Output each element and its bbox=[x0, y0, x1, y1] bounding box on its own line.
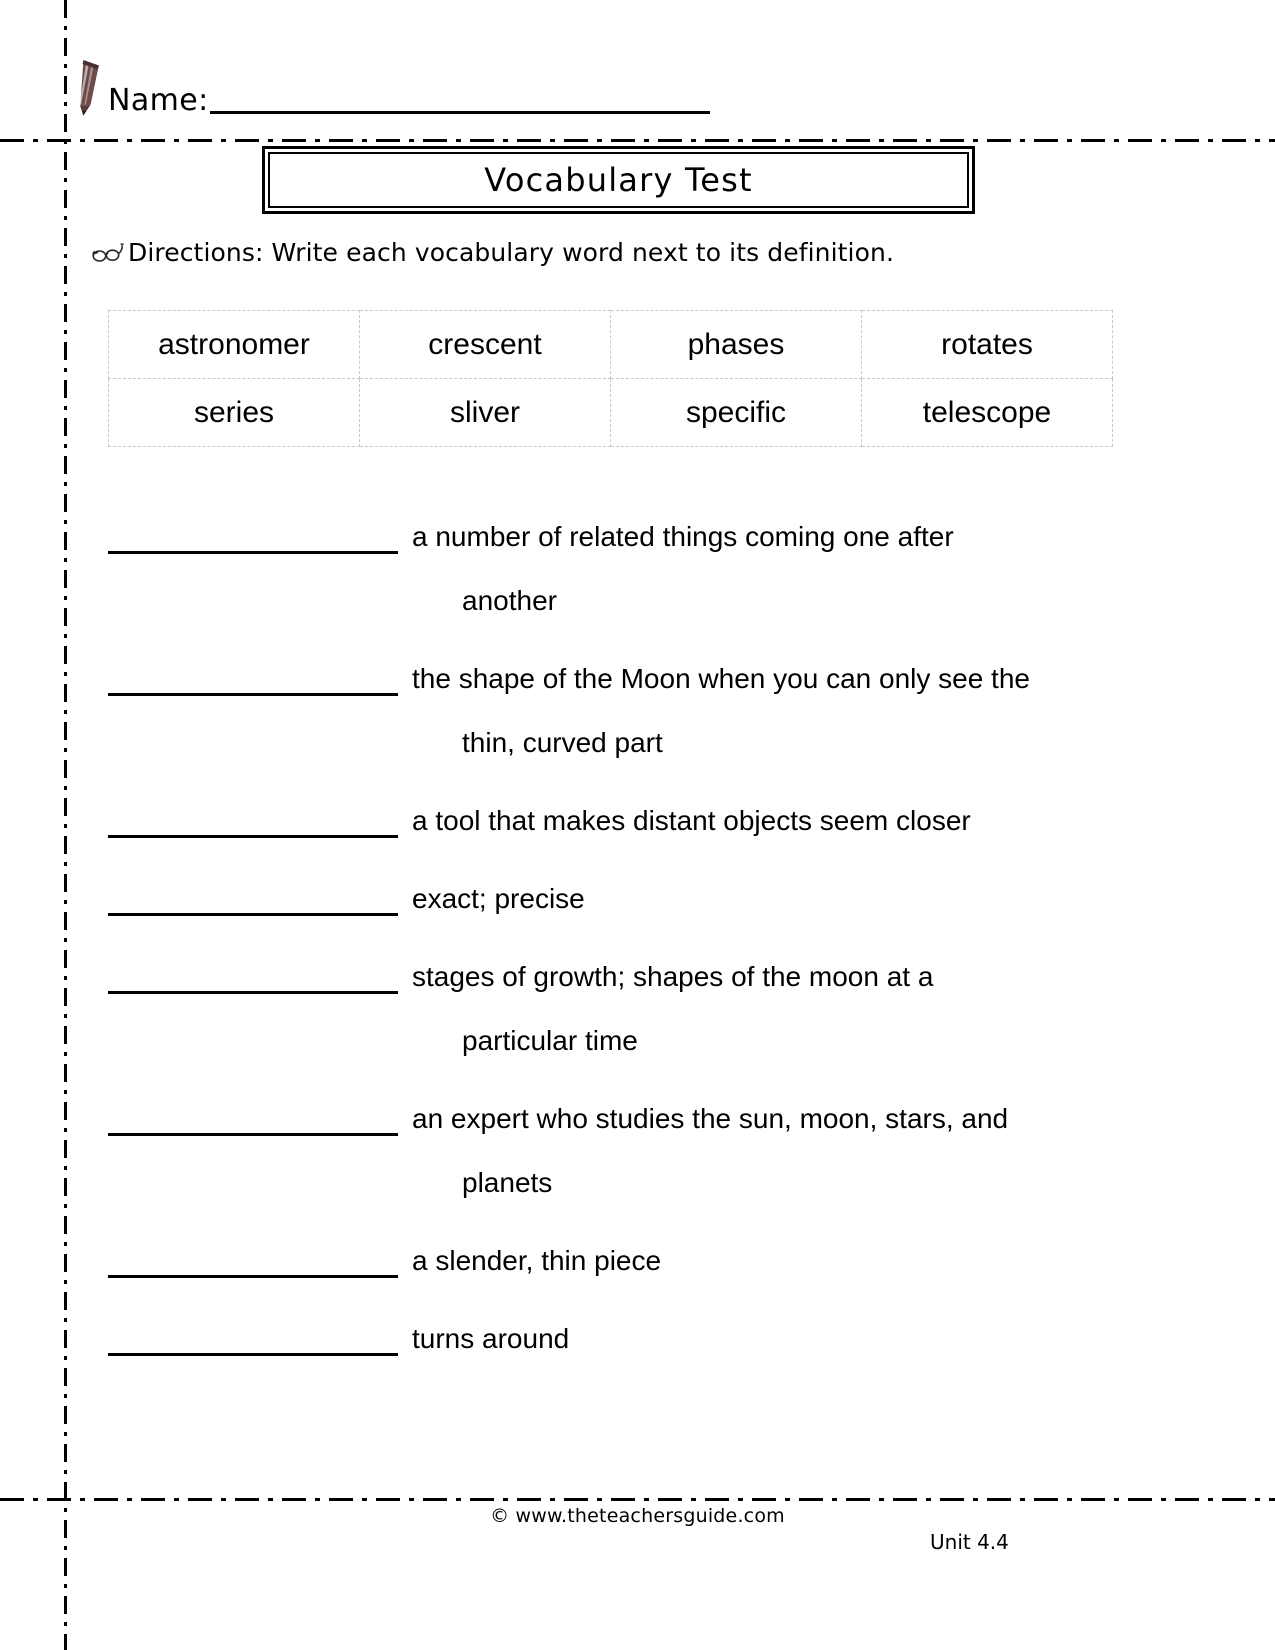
pencil-icon bbox=[70, 58, 104, 120]
table-row bbox=[109, 311, 1113, 379]
definition-line-1: a number of related things coming one after bbox=[412, 521, 954, 552]
footer-unit-label: Unit 4.4 bbox=[930, 1530, 1009, 1554]
definition-line-1: a tool that makes distant objects seem closer bbox=[412, 805, 971, 836]
definition-text bbox=[412, 867, 1178, 931]
name-label: Name: bbox=[108, 83, 209, 118]
page-border-vertical-dashdot bbox=[64, 0, 67, 1650]
list-item bbox=[108, 1229, 1178, 1293]
directions-row bbox=[92, 234, 894, 272]
list-item bbox=[108, 1087, 1178, 1215]
page-border-top-dashdot bbox=[0, 139, 1275, 142]
definition-text bbox=[412, 1229, 1178, 1293]
answer-blank-line[interactable] bbox=[108, 799, 398, 838]
list-item bbox=[108, 505, 1178, 633]
word-bank-cell[interactable]: series bbox=[109, 379, 360, 447]
definition-text bbox=[412, 789, 1178, 853]
definition-line-1: stages of growth; shapes of the moon at a bbox=[412, 961, 934, 992]
list-item bbox=[108, 1307, 1178, 1371]
definition-line-2: planets bbox=[462, 1167, 553, 1198]
definition-list bbox=[108, 505, 1178, 1385]
word-bank-cell[interactable]: rotates bbox=[862, 311, 1113, 379]
list-item bbox=[108, 945, 1178, 1073]
answer-blank-line[interactable] bbox=[108, 657, 398, 696]
list-item bbox=[108, 647, 1178, 775]
definition-text bbox=[412, 1307, 1178, 1371]
definition-text bbox=[412, 647, 1178, 775]
definition-line-1: the shape of the Moon when you can only see the bbox=[412, 663, 1030, 694]
definition-text bbox=[412, 945, 1178, 1073]
directions-text: Directions: Write each vocabulary word next to its definition. bbox=[128, 238, 894, 267]
glasses-icon bbox=[92, 241, 126, 265]
list-item bbox=[108, 867, 1178, 931]
name-blank-line[interactable] bbox=[210, 110, 710, 114]
word-bank-cell[interactable]: phases bbox=[611, 311, 862, 379]
answer-blank-line[interactable] bbox=[108, 1239, 398, 1278]
answer-blank-line[interactable] bbox=[108, 515, 398, 554]
definition-line-2: another bbox=[462, 585, 557, 616]
word-bank-cell[interactable]: crescent bbox=[360, 311, 611, 379]
page-border-bottom-dashdot bbox=[0, 1498, 1275, 1501]
word-bank-cell[interactable]: astronomer bbox=[109, 311, 360, 379]
definition-text bbox=[412, 505, 1178, 633]
definition-line-1: an expert who studies the sun, moon, stars, and bbox=[412, 1103, 1009, 1134]
definition-line-1: a slender, thin piece bbox=[412, 1245, 662, 1276]
definition-text bbox=[412, 1087, 1178, 1215]
title-box bbox=[262, 146, 975, 214]
answer-blank-line[interactable] bbox=[108, 877, 398, 916]
word-bank-cell[interactable]: telescope bbox=[862, 379, 1113, 447]
footer-credit: © www.theteachersguide.com bbox=[490, 1505, 785, 1527]
name-row bbox=[70, 52, 710, 122]
answer-blank-line[interactable] bbox=[108, 1097, 398, 1136]
definition-line-2: particular time bbox=[462, 1025, 638, 1056]
list-item bbox=[108, 789, 1178, 853]
definition-line-1: turns around bbox=[412, 1323, 570, 1354]
word-bank-cell[interactable]: specific bbox=[611, 379, 862, 447]
word-bank-table bbox=[108, 310, 1113, 447]
table-row bbox=[109, 379, 1113, 447]
page-title: Vocabulary Test bbox=[484, 161, 753, 199]
word-bank-cell[interactable]: sliver bbox=[360, 379, 611, 447]
answer-blank-line[interactable] bbox=[108, 1317, 398, 1356]
definition-line-1: exact; precise bbox=[412, 883, 585, 914]
definition-line-2: thin, curved part bbox=[462, 727, 663, 758]
word-bank-body bbox=[109, 311, 1113, 447]
answer-blank-line[interactable] bbox=[108, 955, 398, 994]
title-box-inner-border bbox=[268, 152, 969, 208]
